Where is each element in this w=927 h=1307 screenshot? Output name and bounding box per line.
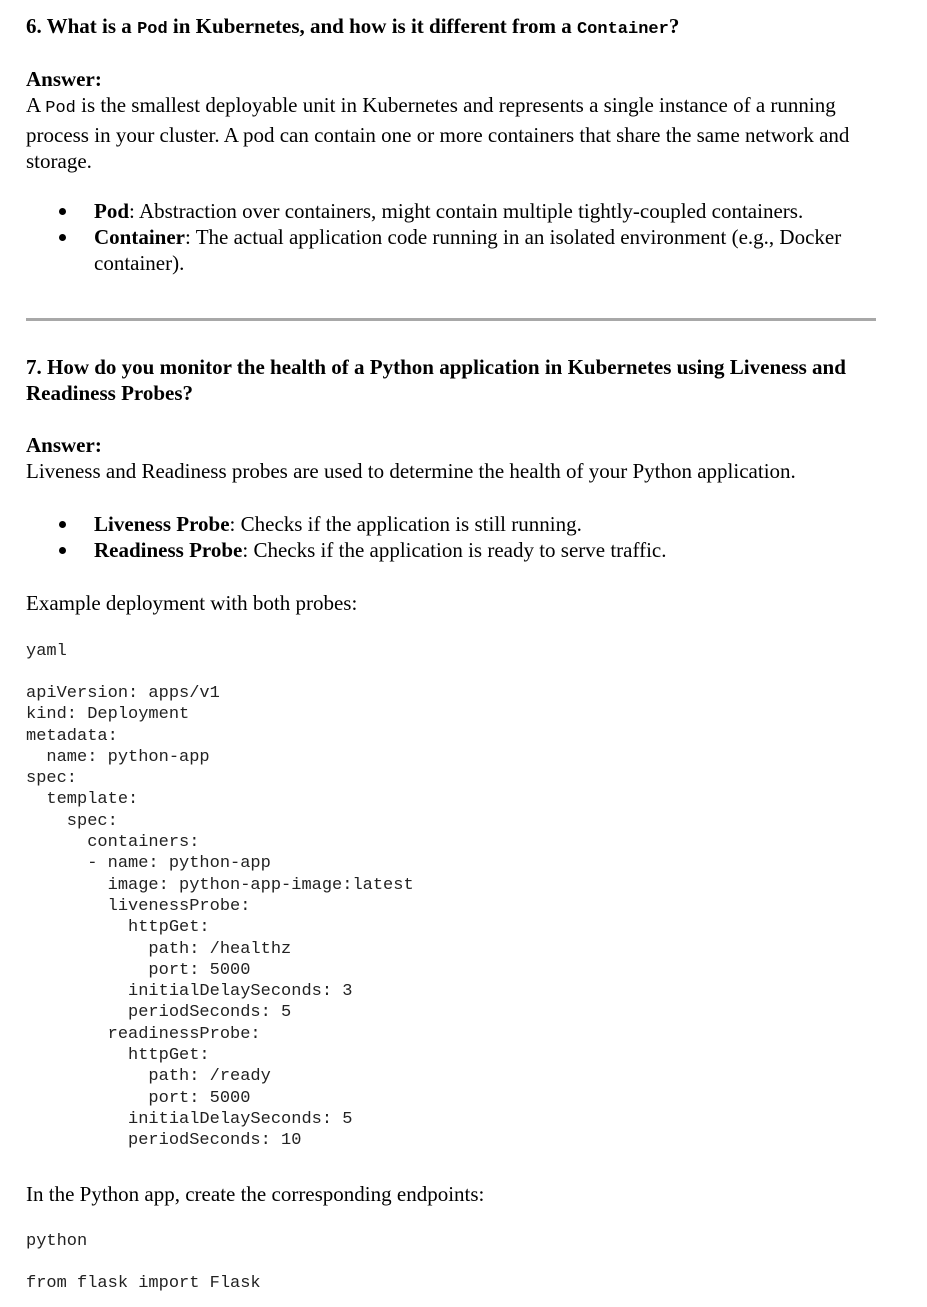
- bullet-term: Liveness Probe: [94, 512, 230, 536]
- question-7-heading: 7. How do you monitor the health of a Python application in Kubernetes using Liveness and Readiness Probes?: [26, 355, 846, 405]
- python-intro: In the Python app, create the corresponding endpoints:: [26, 1182, 485, 1206]
- bullet-text: : The actual application code running in an isolated environment (e.g., Docker container).: [94, 225, 842, 275]
- inline-code-pod: Pod: [45, 99, 76, 118]
- heading-text: in Kubernetes, and how is it different from a: [167, 14, 577, 38]
- heading-text: 6. What is a: [26, 14, 138, 38]
- bullet-text: : Abstraction over containers, might contain multiple tightly-coupled containers.: [129, 199, 804, 223]
- bullet-icon: [59, 208, 66, 215]
- para-text: is the smallest deployable unit in Kubernetes and represents a single instance of a running process in your cluster. A pod can contain one or more containers that share the same network and storage.: [26, 93, 850, 173]
- q6-answer-paragraph: [26, 92, 886, 174]
- q7-bullet-list: [26, 511, 886, 563]
- inline-code-pod: Pod: [137, 20, 168, 39]
- question-6-section: [26, 13, 886, 43]
- bullet-text: : Checks if the application is still running.: [229, 512, 582, 536]
- bullet-term: Container: [94, 225, 185, 249]
- answer-label: Answer:: [26, 67, 102, 91]
- list-item: [26, 511, 886, 537]
- python-code-block: from flask import Flask: [26, 1274, 261, 1293]
- yaml-code-block: apiVersion: apps/v1 kind: Deployment metadata: name: python-app spec: template: spec: containers: - name: python-app image: python-app-image:latest livenessProbe: httpGet: path: /healthz port: 5000 initialDelaySeconds: 3 periodSeconds: 5 readinessProbe: httpGet: path: /ready port: 5000 initialDelaySeconds: 5 periodSeconds: 10: [26, 684, 414, 1151]
- bullet-icon: [59, 234, 66, 241]
- bullet-text: : Checks if the application is ready to serve traffic.: [242, 538, 667, 562]
- bullet-icon: [59, 521, 66, 528]
- section-divider: [26, 318, 876, 321]
- list-item: [26, 224, 886, 276]
- bullet-icon: [59, 547, 66, 554]
- example-intro: Example deployment with both probes:: [26, 591, 358, 615]
- bullet-term: Pod: [94, 199, 130, 223]
- para-text: A: [26, 93, 46, 117]
- inline-code-container: Container: [576, 20, 669, 39]
- list-item: [26, 537, 886, 563]
- code-language-label: python: [26, 1232, 88, 1251]
- heading-text: ?: [668, 14, 680, 38]
- list-item: [26, 198, 886, 224]
- q7-intro-paragraph: Liveness and Readiness probes are used to determine the health of your Python application.: [26, 459, 796, 483]
- answer-label: Answer:: [26, 433, 102, 457]
- question-6-heading: [26, 13, 886, 43]
- code-language-label: yaml: [26, 642, 67, 661]
- q6-bullet-list: [26, 198, 886, 276]
- bullet-term: Readiness Probe: [94, 538, 243, 562]
